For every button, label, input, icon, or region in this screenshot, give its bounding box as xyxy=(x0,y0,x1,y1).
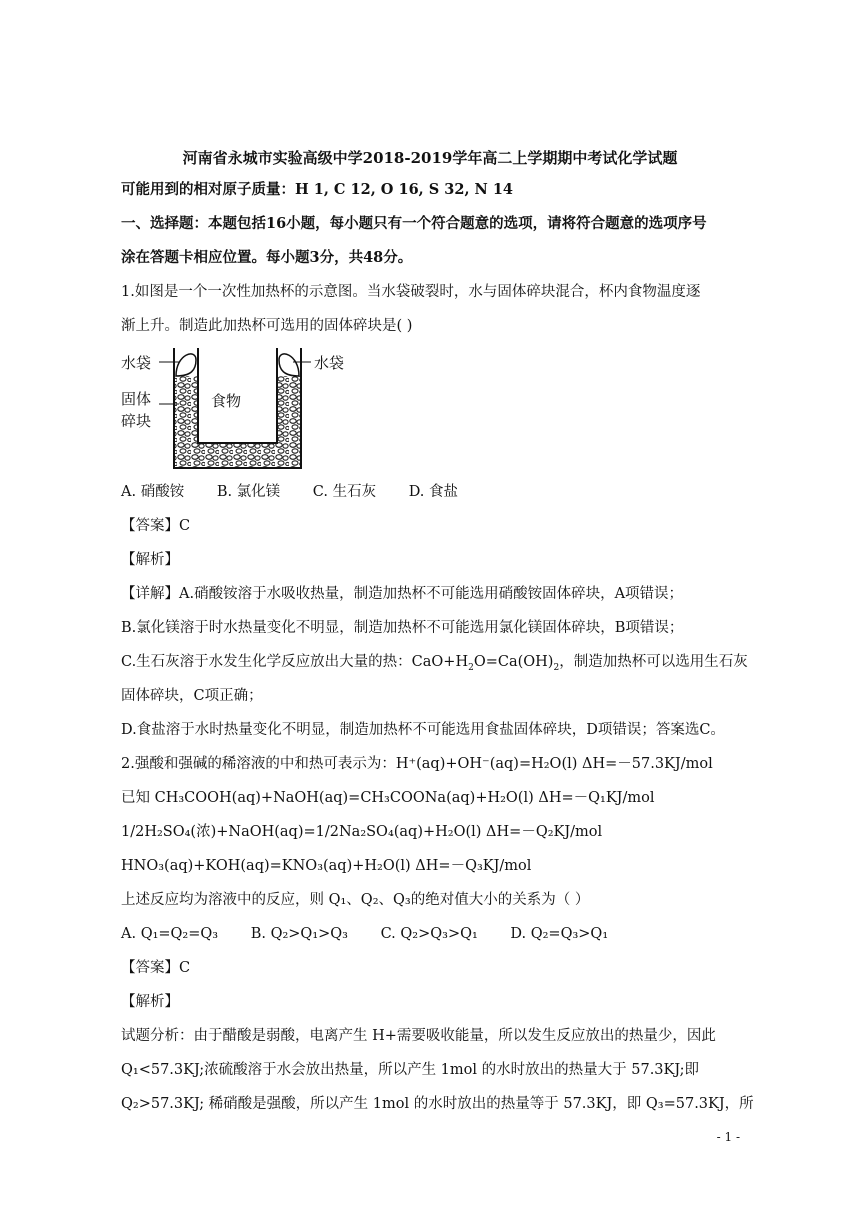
q1-option-c: C. 生石灰 xyxy=(312,484,377,500)
q2-analysis-3: Q₂>57.3KJ; 稀硝酸是强酸，所以产生 1mol 的水时放出的热量等于 57.3KJ，即 Q₃=57.3KJ，所 xyxy=(121,1096,754,1112)
doc-title: 河南省永城市实验高级中学2018-2019学年高二上学期期中考试化学试题 xyxy=(182,149,678,167)
q1-detail-1: 【详解】A.硝酸铵溶于水吸收热量，制造加热杯不可能选用硝酸铵固体碎块，A项错误； xyxy=(121,586,684,602)
q1-stem-line2: 渐上升。制造此加热杯可选用的固体碎块是( ) xyxy=(121,318,413,334)
q2-question: 上述反应均为溶液中的反应，则 Q₁、Q₂、Q₃的绝对值大小的关系为（ ） xyxy=(121,892,590,908)
q1-detail-3 xyxy=(121,652,748,672)
q1-answer: 【答案】C xyxy=(121,518,191,534)
q2-equation-3: HNO₃(aq)+KOH(aq)=KNO₃(aq)+H₂O(l) ΔH=－Q₃KJ/mol xyxy=(121,858,532,874)
atomic-masses: 可能用到的相对原子质量：H 1, C 12, O 16, S 32, N 14 xyxy=(121,181,514,198)
q1-detail-5: D.食盐溶于水时热量变化不明显，制造加热杯不可能选用食盐固体碎块，D项错误；答案选C。 xyxy=(121,722,725,738)
label-food: 食物 xyxy=(211,392,242,410)
q1-detail-3-part-e: ，制造加热杯可以选用生石灰 xyxy=(559,654,748,670)
q2-option-a: A. Q₁=Q₂=Q₃ xyxy=(121,926,219,942)
section-heading-line2: 涂在答题卡相应位置。每小题3分，共48分。 xyxy=(121,249,413,266)
q2-option-d: D. Q₂=Q₃>Q₁ xyxy=(510,926,609,942)
q1-detail-3-sub-2: 2 xyxy=(553,662,560,673)
q1-detail-3-part-c: O=Ca(OH) xyxy=(473,654,554,670)
label-water-bag-left: 水袋 xyxy=(121,354,152,372)
label-solid-line2: 碎块 xyxy=(121,412,152,430)
q1-stem-line1: 1.如图是一个一次性加热杯的示意图。当水袋破裂时，水与固体碎块混合，杯内食物温度逐 xyxy=(121,284,701,300)
q1-detail-3-sub-1: 2 xyxy=(468,662,474,673)
q2-option-b: B. Q₂>Q₁>Q₃ xyxy=(250,926,348,942)
q2-answer: 【答案】C xyxy=(121,960,191,976)
label-solid-line1: 固体 xyxy=(121,390,152,408)
q1-option-b: B. 氯化镁 xyxy=(216,484,281,500)
q2-equation-1: 已知 CH₃COOH(aq)+NaOH(aq)=CH₃COONa(aq)+H₂O(l) ΔH=－Q₁KJ/mol xyxy=(121,790,655,806)
q1-option-a: A. 硝酸铵 xyxy=(121,484,185,500)
section-heading-line1: 一、选择题：本题包括16小题，每小题只有一个符合题意的选项，请将符合题意的选项序号 xyxy=(121,215,707,232)
q2-options xyxy=(121,924,636,944)
q1-analysis-heading: 【解析】 xyxy=(121,552,179,568)
label-water-bag-right: 水袋 xyxy=(314,354,345,372)
heating-cup-figure xyxy=(121,346,361,471)
q1-option-d: D. 食盐 xyxy=(408,484,459,500)
q2-stem: 2.强酸和强碱的稀溶液的中和热可表示为：H⁺(aq)+OH⁻(aq)=H₂O(l) ΔH=－57.3KJ/mol xyxy=(121,756,713,772)
q2-equation-2: 1/2H₂SO₄(浓)+NaOH(aq)=1/2Na₂SO₄(aq)+H₂O(l) ΔH=－Q₂KJ/mol xyxy=(121,824,603,840)
q2-analysis-heading: 【解析】 xyxy=(121,994,179,1010)
page-number: - 1 - xyxy=(716,1130,740,1144)
q1-detail-4: 固体碎块，C项正确； xyxy=(121,688,263,704)
q1-detail-2: B.氯化镁溶于时水热量变化不明显，制造加热杯不可能选用氯化镁固体碎块，B项错误； xyxy=(121,620,684,636)
q2-analysis-2: Q₁<57.3KJ;浓硫酸溶于水会放出热量，所以产生 1mol 的水时放出的热量大于 57.3KJ;即 xyxy=(121,1062,699,1078)
q1-options xyxy=(121,482,486,502)
q2-option-c: C. Q₂>Q₃>Q₁ xyxy=(380,926,478,942)
q2-analysis-1: 试题分析：由于醋酸是弱酸，电离产生 H+需要吸收能量，所以发生反应放出的热量少，因此 xyxy=(121,1028,716,1044)
q1-detail-3-part-a: C.生石灰溶于水发生化学反应放出大量的热：CaO+H xyxy=(121,654,469,670)
